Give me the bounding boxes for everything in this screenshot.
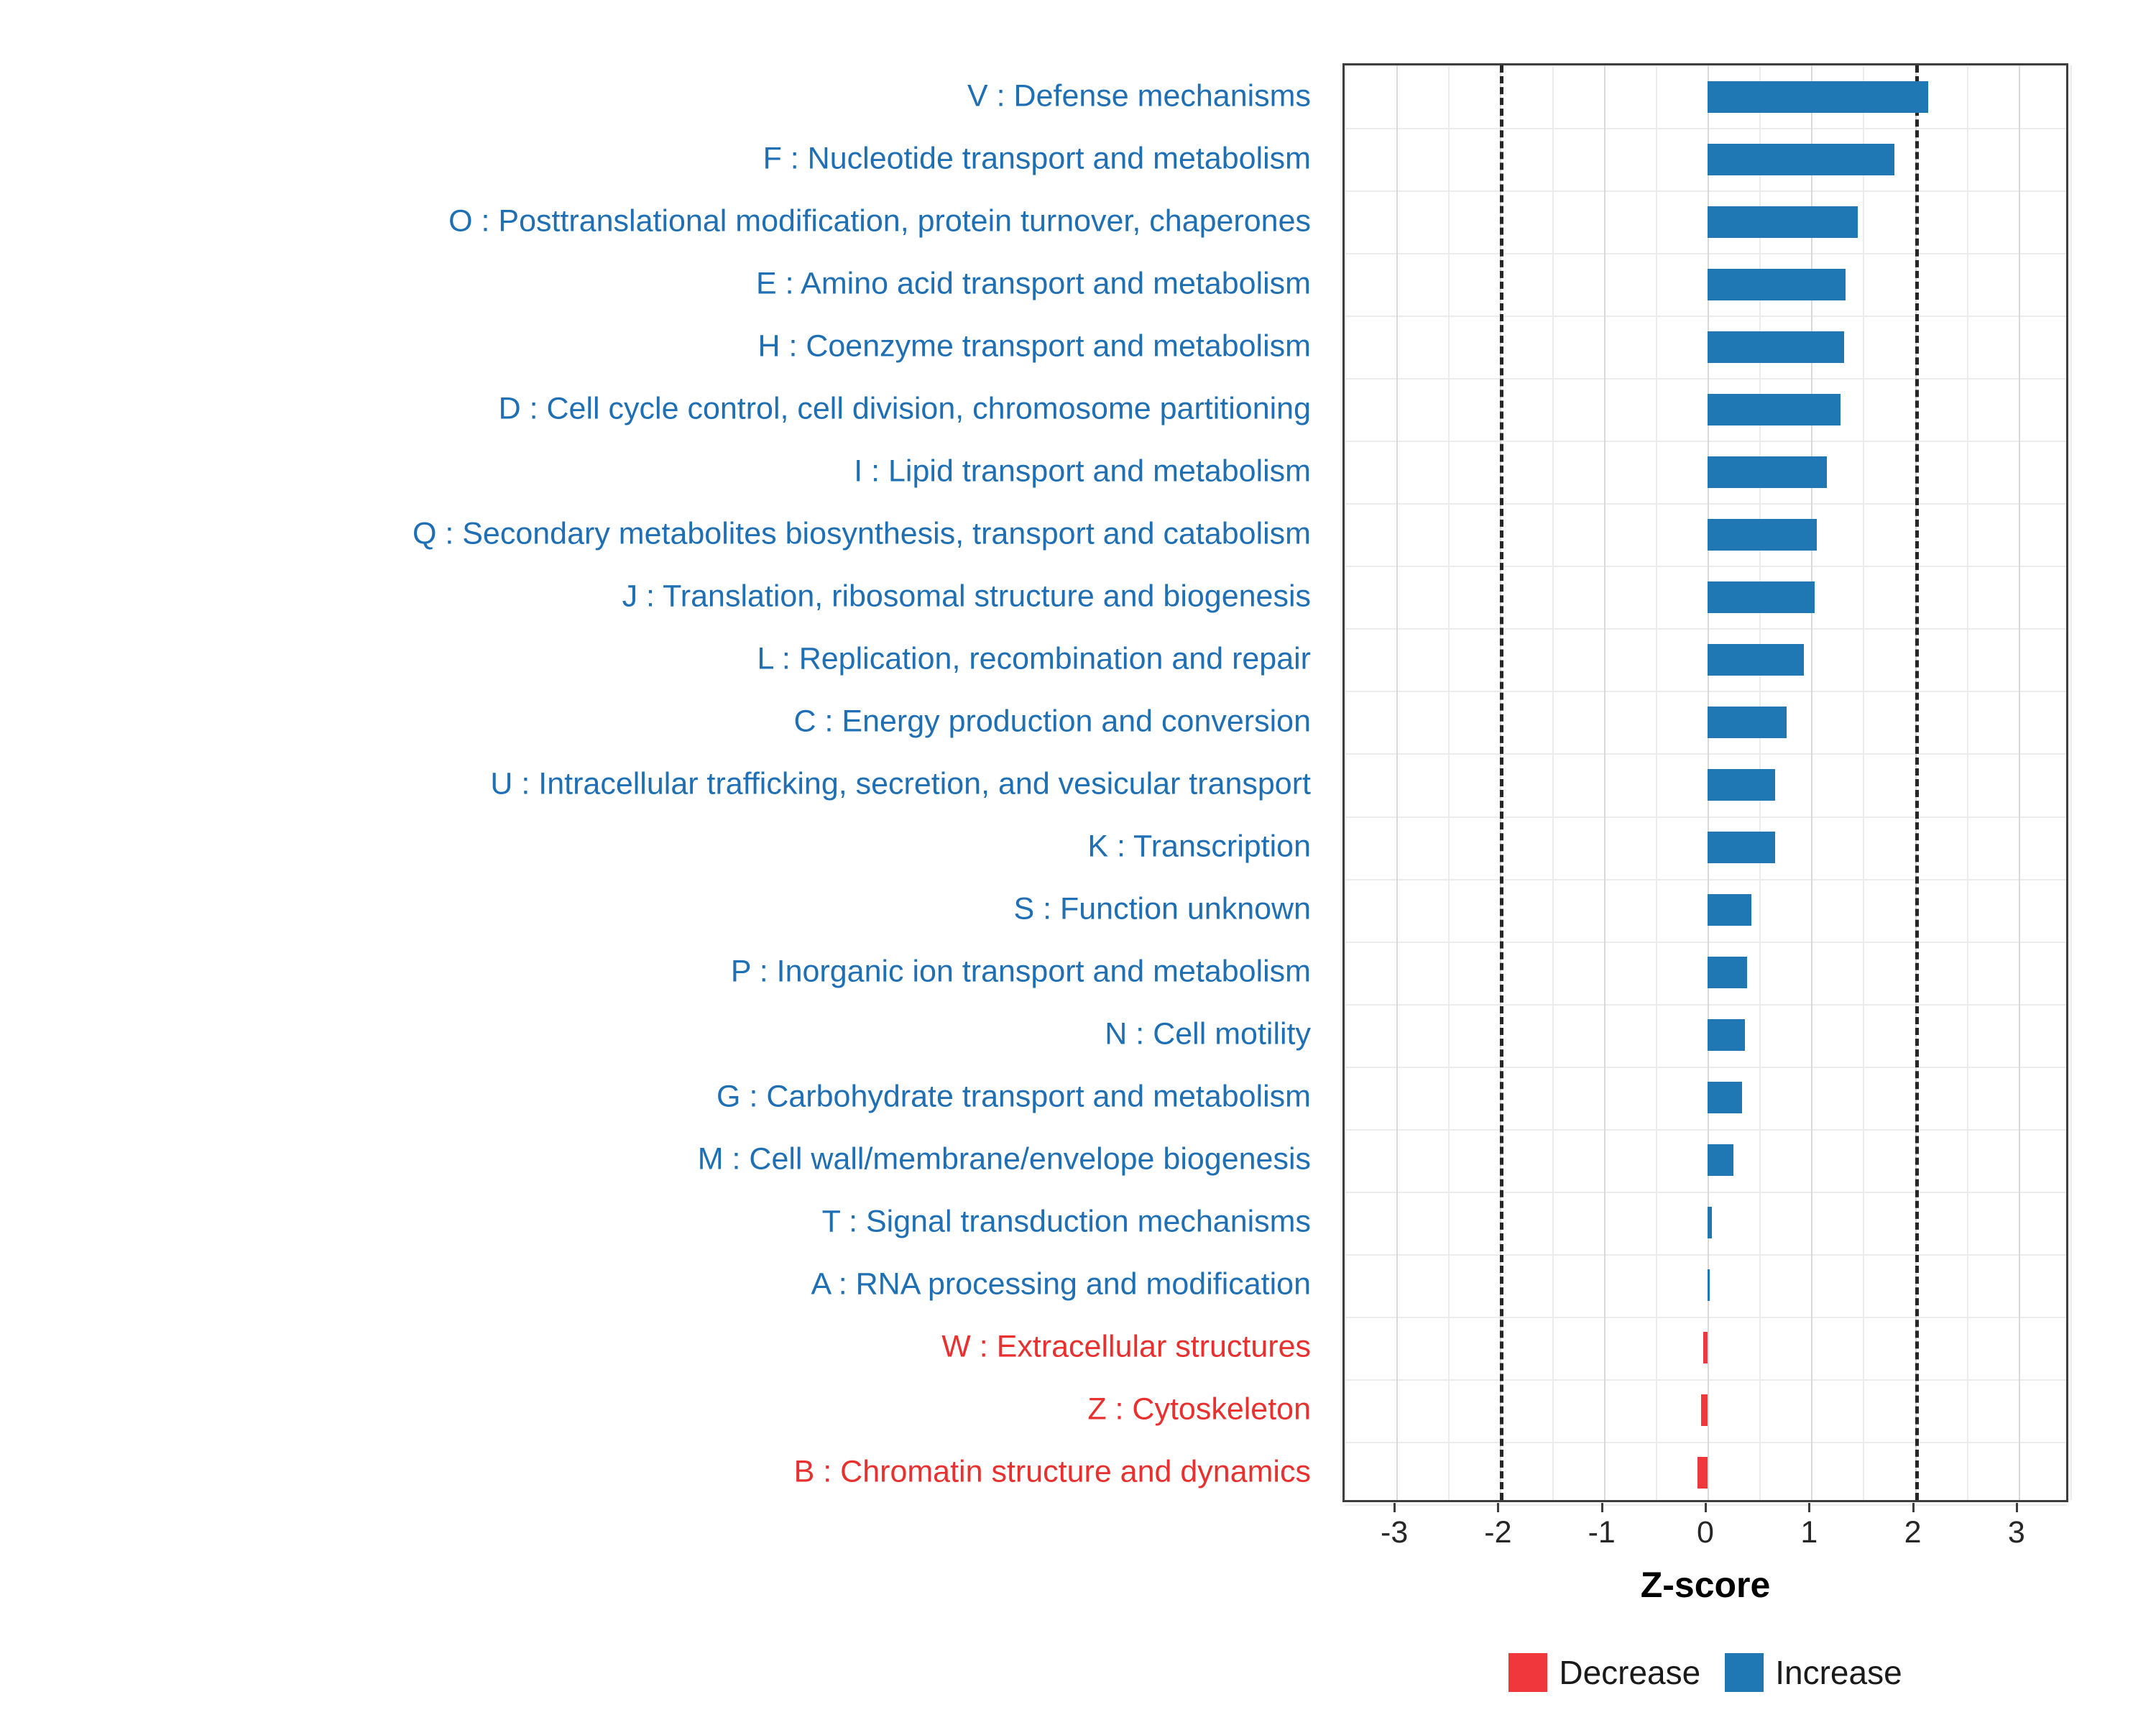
grid-line-horizontal [1345, 566, 2066, 567]
x-tick-label: -3 [1381, 1515, 1409, 1550]
bar [1697, 1457, 1708, 1489]
x-tick-label: -1 [1588, 1515, 1616, 1550]
category-label: Q : Secondary metabolites biosynthesis, transport and catabolism [412, 516, 1311, 551]
legend-item[interactable] [1508, 1653, 1700, 1692]
grid-line-minor [1656, 65, 1657, 1500]
bar [1708, 1019, 1745, 1051]
bar [1708, 394, 1841, 426]
grid-line-horizontal [1345, 753, 2066, 755]
bar [1708, 456, 1827, 488]
bar [1708, 1207, 1712, 1238]
grid-line-horizontal [1345, 378, 2066, 380]
category-label: G : Carbohydrate transport and metabolism [717, 1079, 1311, 1114]
bar [1703, 1332, 1708, 1363]
bar [1708, 269, 1846, 300]
grid-line-major [1396, 65, 1398, 1500]
grid-line-horizontal [1345, 190, 2066, 192]
grid-line-horizontal [1345, 253, 2066, 254]
bar [1708, 1082, 1742, 1113]
x-tick-label: 3 [2007, 1515, 2025, 1550]
grid-line-horizontal [1345, 65, 2066, 67]
bar [1708, 206, 1858, 238]
bar [1708, 832, 1775, 863]
bar [1708, 581, 1815, 613]
x-tick-label: -2 [1484, 1515, 1512, 1550]
bar [1708, 81, 1928, 113]
category-label: V : Defense mechanisms [967, 78, 1311, 114]
bar [1708, 1269, 1710, 1301]
grid-line-major [1604, 65, 1606, 1500]
grid-line-horizontal [1345, 1129, 2066, 1131]
grid-line-horizontal [1345, 1192, 2066, 1193]
legend-swatch [1725, 1653, 1764, 1692]
category-label: M : Cell wall/membrane/envelope biogenesis [697, 1141, 1311, 1177]
bar [1708, 1144, 1733, 1176]
grid-line-minor [1345, 65, 1346, 1500]
category-label: H : Coenzyme transport and metabolism [757, 328, 1311, 364]
x-tick-label: 2 [1904, 1515, 1922, 1550]
category-label: S : Function unknown [1013, 891, 1311, 926]
bar [1708, 957, 1747, 988]
x-tick-label: 0 [1697, 1515, 1714, 1550]
legend-label: Increase [1775, 1654, 1902, 1691]
x-tick-mark [1705, 1503, 1707, 1512]
grid-line-horizontal [1345, 128, 2066, 129]
bar [1701, 1394, 1708, 1426]
x-tick-mark [1601, 1503, 1603, 1512]
grid-line-horizontal [1345, 942, 2066, 943]
grid-line-minor [1552, 65, 1554, 1500]
category-label: F : Nucleotide transport and metabolism [763, 141, 1311, 176]
x-tick-mark [2016, 1503, 2018, 1512]
plot-panel [1342, 63, 2068, 1502]
x-tick-mark [1912, 1503, 1915, 1512]
category-label: N : Cell motility [1105, 1016, 1311, 1052]
category-label: J : Translation, ribosomal structure and biogenesis [622, 579, 1311, 614]
grid-line-horizontal [1345, 1442, 2066, 1443]
category-label: D : Cell cycle control, cell division, chromosome partitioning [498, 391, 1311, 426]
bar [1708, 894, 1751, 926]
x-tick-mark [1497, 1503, 1499, 1512]
category-label: B : Chromatin structure and dynamics [793, 1454, 1311, 1489]
grid-line-horizontal [1345, 1317, 2066, 1318]
category-label: P : Inorganic ion transport and metabolism [730, 954, 1311, 989]
category-label: Z : Cytoskeleton [1087, 1392, 1311, 1427]
grid-line-horizontal [1345, 628, 2066, 630]
grid-line-horizontal [1345, 1254, 2066, 1256]
grid-line-horizontal [1345, 879, 2066, 880]
legend-swatch [1508, 1653, 1547, 1692]
grid-line-major [2019, 65, 2020, 1500]
category-label: A : RNA processing and modification [811, 1266, 1311, 1302]
grid-line-horizontal [1345, 1004, 2066, 1006]
bar [1708, 331, 1844, 363]
grid-line-minor [2070, 65, 2072, 1500]
category-label: K : Transcription [1087, 829, 1311, 864]
category-label: U : Intracellular trafficking, secretion, and vesicular transport [490, 766, 1311, 801]
bar [1708, 707, 1787, 738]
threshold-line [1500, 65, 1503, 1500]
grid-line-minor [1967, 65, 1968, 1500]
x-tick-mark [1393, 1503, 1396, 1512]
x-axis-title: Z-score [1640, 1565, 1771, 1605]
x-tick-label: 1 [1800, 1515, 1818, 1550]
bar [1708, 769, 1775, 801]
category-label: O : Posttranslational modification, protein turnover, chaperones [448, 203, 1311, 239]
category-label: C : Energy production and conversion [793, 704, 1311, 739]
category-label: E : Amino acid transport and metabolism [756, 266, 1311, 301]
legend-label: Decrease [1559, 1654, 1701, 1691]
grid-line-horizontal [1345, 816, 2066, 818]
bar [1708, 144, 1894, 175]
grid-line-horizontal [1345, 441, 2066, 442]
category-label: I : Lipid transport and metabolism [854, 454, 1311, 489]
x-tick-mark [1808, 1503, 1810, 1512]
grid-line-horizontal [1345, 503, 2066, 505]
grid-line-horizontal [1345, 1067, 2066, 1068]
category-label: L : Replication, recombination and repair [757, 641, 1311, 676]
grid-line-horizontal [1345, 316, 2066, 317]
grid-line-horizontal [1345, 691, 2066, 692]
bar [1708, 644, 1804, 676]
category-axis-labels [0, 65, 1337, 1502]
legend-item[interactable] [1725, 1653, 1902, 1692]
bar [1708, 519, 1817, 551]
threshold-line [1915, 65, 1919, 1500]
chart-legend [1342, 1653, 2068, 1692]
grid-line-minor [1448, 65, 1450, 1500]
category-label: T : Signal transduction mechanisms [821, 1204, 1311, 1239]
grid-line-horizontal [1345, 1379, 2066, 1381]
category-label: W : Extracellular structures [941, 1329, 1311, 1364]
grid-line-minor [1863, 65, 1864, 1500]
